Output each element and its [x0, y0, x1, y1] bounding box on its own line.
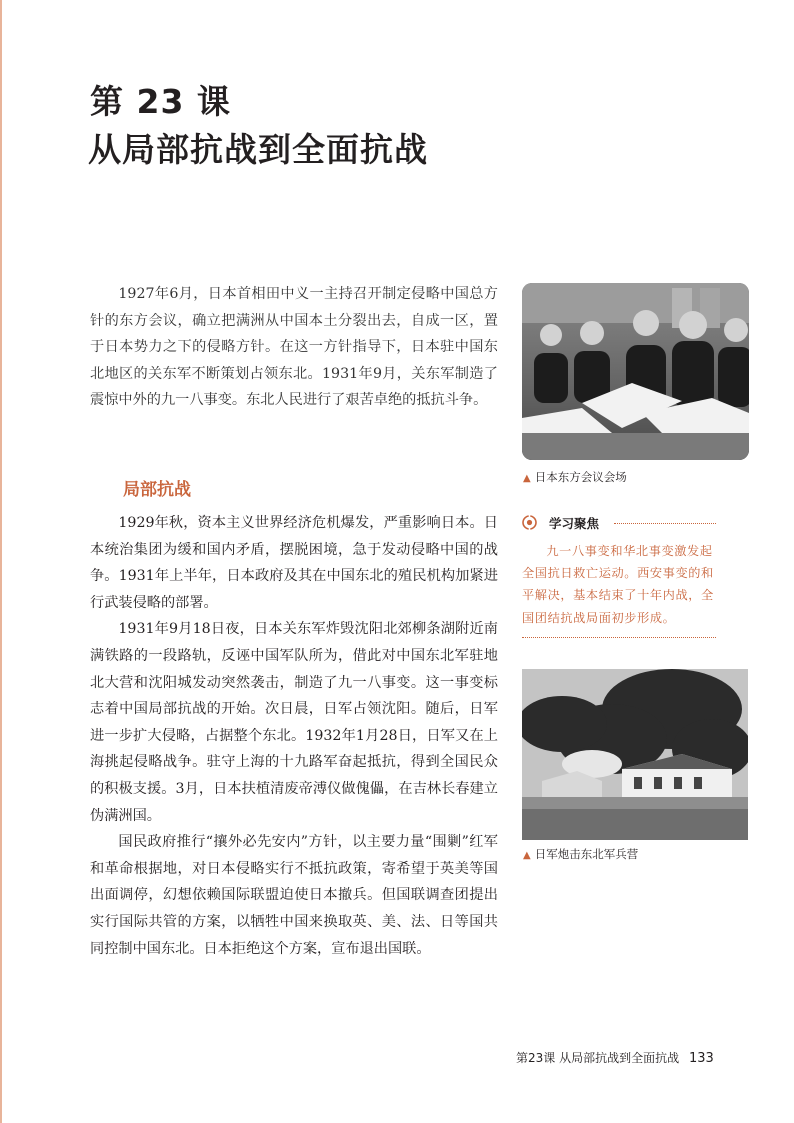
page-footer	[516, 1049, 714, 1066]
page-edge-rule	[0, 0, 2, 1123]
page-number: 133	[688, 1051, 714, 1066]
barracks-photo	[522, 669, 748, 840]
body-paragraph: 1929年秋，资本主义世界经济危机爆发，严重影响日本。日本统治集团为缓和国内矛盾，摆脱困境，急于发动侵略中国的战争。1931年上半年，日本政府及其在中国东北的殖民机构加紧进行武装侵略的部署。	[90, 515, 498, 611]
learning-focus-header	[522, 514, 716, 532]
lesson-title: 从局部抗战到全面抗战	[88, 130, 428, 169]
barracks-photo-image	[522, 669, 748, 840]
learning-focus-label: 学习聚焦	[549, 516, 600, 531]
conference-photo-image	[522, 283, 749, 460]
caption-text: 日本东方会议会场	[534, 470, 627, 484]
focus-target-icon	[522, 515, 537, 530]
caption-triangle-icon: ▲	[523, 473, 531, 484]
body-paragraph: 1931年9月18日夜，日本关东军炸毁沈阳北郊柳条湖附近南满铁路的一段路轨，反诬中国军队所为，借此对中国东北军驻地北大营和沈阳城发动突然袭击，制造了九一八事变。这一事变标志着中国局部抗战的开始。次日晨，日军占领沈阳。随后，日军进一步扩大侵略，占据整个东北。1932年1月28日，日军又在上海挑起侵略战争。驻守上海的十九路军奋起抵抗，得到全国民众的积极支援。3月，日本扶植清废帝溥仪做傀儡，在吉林长春建立伪满洲国。	[90, 621, 498, 824]
lesson-number: 第 23 课	[90, 82, 231, 121]
body-paragraph: 国民政府推行“攘外必先安内”方针，以主要力量“围剿”红军和革命根据地，对日本侵略实行不抵抗政策，寄希望于英美等国出面调停，幻想依赖国际联盟迫使日本撤兵。但国联调查团提出实行国际共管的方案，以牺牲中国来换取英、美、法、日等国共同控制中国东北。日本拒绝这个方案，宣布退出国联。	[90, 834, 498, 957]
footer-title: 从局部抗战到全面抗战	[559, 1051, 680, 1065]
conference-photo	[522, 283, 749, 460]
learning-focus-box	[522, 514, 716, 638]
intro-paragraph: 1927年6月，日本首相田中义一主持召开制定侵略中国总方针的东方会议，确立把满洲从中国本土分裂出去，自成一区，置于日本势力之下的侵略方针。在这一方针指导下，日本驻中国东北地区的关东军不断策划占领东北。1931年9月，关东军制造了震惊中外的九一八事变。东北人民进行了艰苦卓绝的抵抗斗争。	[90, 286, 498, 409]
section-heading: 局部抗战	[123, 480, 191, 500]
caption-triangle-icon: ▲	[523, 850, 531, 861]
footer-lesson: 第23课	[516, 1051, 556, 1065]
section-body	[90, 510, 498, 962]
dotted-divider	[522, 637, 716, 638]
dotted-divider	[614, 523, 716, 524]
barracks-photo-caption	[523, 846, 638, 862]
conference-photo-caption	[523, 469, 627, 485]
learning-focus-text: 九一八事变和华北事变激发起全国抗日救亡运动。西安事变的和平解决，基本结束了十年内战，全国团结抗战局面初步形成。	[522, 544, 714, 625]
caption-text: 日军炮击东北军兵营	[534, 847, 639, 861]
